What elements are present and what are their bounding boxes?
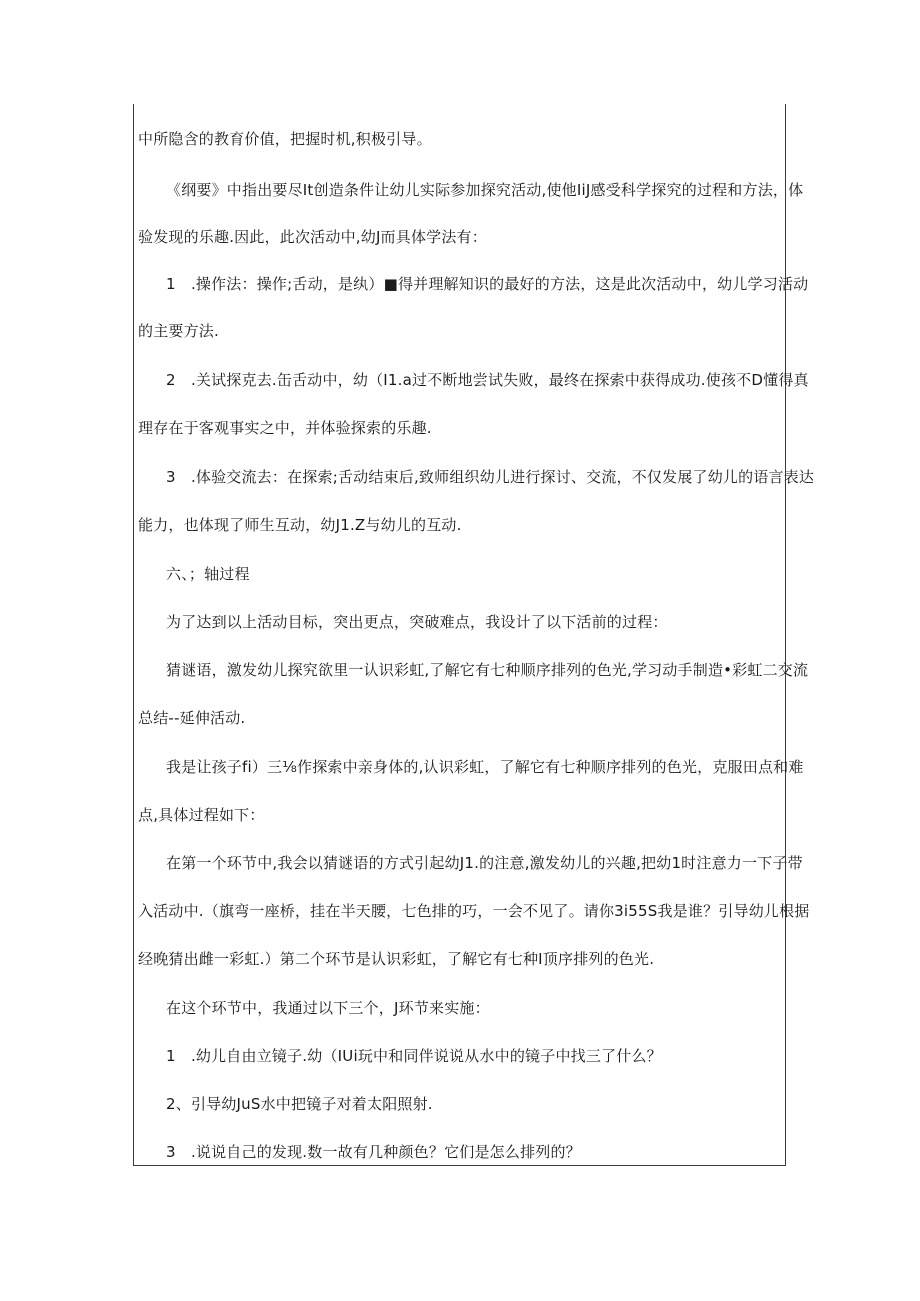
text-line: 在第一个环节中,我会以猜谜语的方式引起幼J1.的注意,激发幼儿的兴趣,把幼1时注意力一下子带 bbox=[166, 854, 803, 872]
text-line: 我是让孩子fi）三⅛作探索中亲身体的,认识彩虹，了解它有七种顺序排列的色光，克服田点和难 bbox=[166, 758, 804, 776]
text-line: 经晚猜出雌一彩虹.）第二个环节是认识彩虹，了解它有七种I顶序排列的色光. bbox=[138, 950, 655, 968]
text-line: 理存在于客观事实之中，并体验探索的乐趣. bbox=[138, 419, 432, 437]
text-line: 验发现的乐趣.因此，此次活动中,幼J而具体学法有： bbox=[138, 228, 487, 246]
text-line: 《纲要》中指出要尽It创造条件让幼儿实际参加探究活动,使他IiJ感受科学探究的过程和方法，体 bbox=[166, 181, 804, 199]
text-line: 中所隐含的教育价值，把握时机,积极引导。 bbox=[138, 130, 432, 148]
text-line: 总结--延伸活动. bbox=[138, 709, 246, 727]
text-line: 2、引导幼JuS水中把镜子对着太阳照射. bbox=[166, 1095, 433, 1113]
text-line: 点,具体过程如下： bbox=[138, 806, 265, 824]
text-line: 2 .关试探克去.缶舌动中，幼（I1.a过不断地尝试失败，最终在探索中获得成功.使孩不D懂得真 bbox=[166, 371, 809, 389]
text-line: 为了达到以上活动目标，突出更点，突破难点，我设计了以下活前的过程： bbox=[166, 613, 668, 631]
text-line: 猜谜语，激发幼儿探究欲里一认识彩虹,了解它有七种顺序排列的色光,学习动手制造•彩虹二交流 bbox=[166, 661, 809, 679]
text-line: 的主要方法. bbox=[138, 322, 219, 340]
text-line: 1 .操作法：操作;舌动，是纨）■得并理解知识的最好的方法，这是此次活动中，幼儿学习活动 bbox=[166, 275, 809, 293]
section-heading: 六、；轴过程 bbox=[166, 565, 250, 583]
text-line: 能力，也体现了师生互动，幼J1.Z与幼儿的互动. bbox=[138, 516, 462, 534]
text-line: 3 .说说自己的发现.数一故有几种颜色？它们是怎么排列的？ bbox=[166, 1143, 581, 1161]
text-line: 1 .幼儿自由立镜子.幼（IUi玩中和同伴说说从水中的镜子中找三了什么？ bbox=[166, 1047, 662, 1065]
text-line: 3 .体验交流去：在探索;舌动结束后,致师组织幼儿进行探讨、交流，不仅发展了幼儿的语言表达 bbox=[166, 468, 815, 486]
text-line: 在这个环节中，我通过以下三个，J环节来实施： bbox=[166, 999, 490, 1017]
text-line: 入活动中.（旗弯一座桥，挂在半天腰，七色排的巧，一会不见了。请你3i55S我是谁？引导幼儿根据 bbox=[138, 902, 810, 920]
